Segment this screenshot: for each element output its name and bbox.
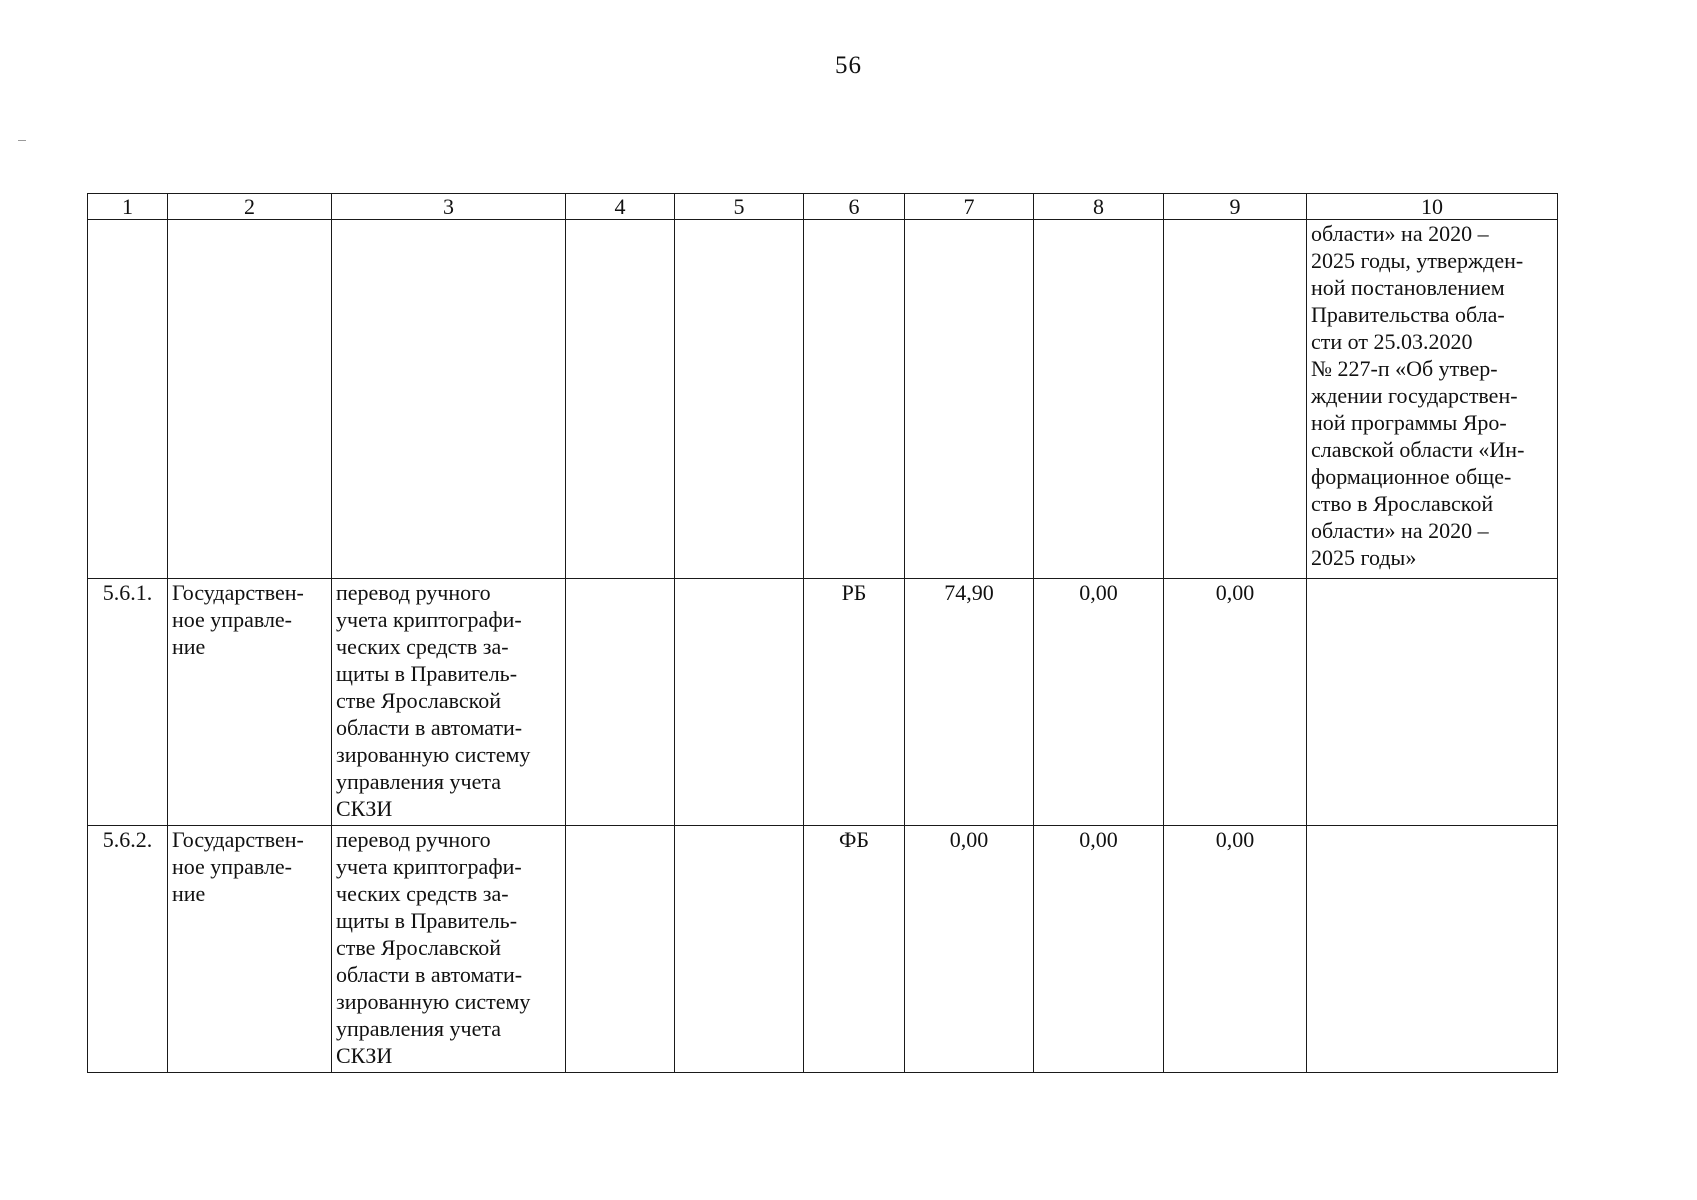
column-header-9: 9 bbox=[1164, 194, 1307, 220]
table-cell-empty bbox=[332, 220, 566, 579]
activity-area: Государствен- ное управле- ние bbox=[168, 579, 332, 826]
column-header-2: 2 bbox=[168, 194, 332, 220]
row-number: 5.6.1. bbox=[88, 579, 168, 826]
column-header-1: 1 bbox=[88, 194, 168, 220]
table-cell-empty bbox=[566, 220, 675, 579]
table-cell-empty bbox=[804, 220, 905, 579]
row-number: 5.6.2. bbox=[88, 826, 168, 1073]
table-row bbox=[88, 579, 1558, 826]
scan-margin-mark bbox=[18, 140, 26, 141]
table-row bbox=[88, 826, 1558, 1073]
program-reference-text: области» на 2020 – 2025 годы, утвержден- ной постановлением Правительства обла- сти от 25.03.2020 № 227-п «Об утвер- ждении государствен- ной программы Яро- славской области «Ин- формационное обще- ство в Ярославской области» на 2020 – 2025 годы» bbox=[1307, 220, 1558, 579]
table-cell-col5 bbox=[675, 579, 804, 826]
table-cell-empty bbox=[905, 220, 1034, 579]
amount-col9: 0,00 bbox=[1164, 579, 1307, 826]
table-cell-empty bbox=[88, 220, 168, 579]
page-number: 56 bbox=[835, 52, 862, 79]
table-cell-col4 bbox=[566, 826, 675, 1073]
column-header-7: 7 bbox=[905, 194, 1034, 220]
table-row-continuation bbox=[88, 220, 1558, 579]
table-cell-col10 bbox=[1307, 579, 1558, 826]
table-cell-col4 bbox=[566, 579, 675, 826]
amount-col8: 0,00 bbox=[1034, 826, 1164, 1073]
column-header-10: 10 bbox=[1307, 194, 1558, 220]
column-header-6: 6 bbox=[804, 194, 905, 220]
table-cell-col5 bbox=[675, 826, 804, 1073]
column-header-8: 8 bbox=[1034, 194, 1164, 220]
activity-description: перевод ручного учета криптографи- ческих средств за- щиты в Правитель- стве Ярославской области в автомати- зированную систему управления учета СКЗИ bbox=[332, 826, 566, 1073]
amount-col7: 0,00 bbox=[905, 826, 1034, 1073]
table-cell-empty bbox=[1164, 220, 1307, 579]
amount-col8: 0,00 bbox=[1034, 579, 1164, 826]
funding-source: ФБ bbox=[804, 826, 905, 1073]
column-header-5: 5 bbox=[675, 194, 804, 220]
column-header-3: 3 bbox=[332, 194, 566, 220]
column-header-4: 4 bbox=[566, 194, 675, 220]
table-header-row bbox=[88, 194, 1558, 220]
table-cell-empty bbox=[1034, 220, 1164, 579]
amount-col7: 74,90 bbox=[905, 579, 1034, 826]
amount-col9: 0,00 bbox=[1164, 826, 1307, 1073]
budget-table bbox=[87, 193, 1558, 1073]
table-cell-empty bbox=[675, 220, 804, 579]
table-cell-col10 bbox=[1307, 826, 1558, 1073]
activity-description: перевод ручного учета криптографи- ческих средств за- щиты в Правитель- стве Ярославской области в автомати- зированную систему управления учета СКЗИ bbox=[332, 579, 566, 826]
table-cell-empty bbox=[168, 220, 332, 579]
activity-area: Государствен- ное управле- ние bbox=[168, 826, 332, 1073]
funding-source: РБ bbox=[804, 579, 905, 826]
